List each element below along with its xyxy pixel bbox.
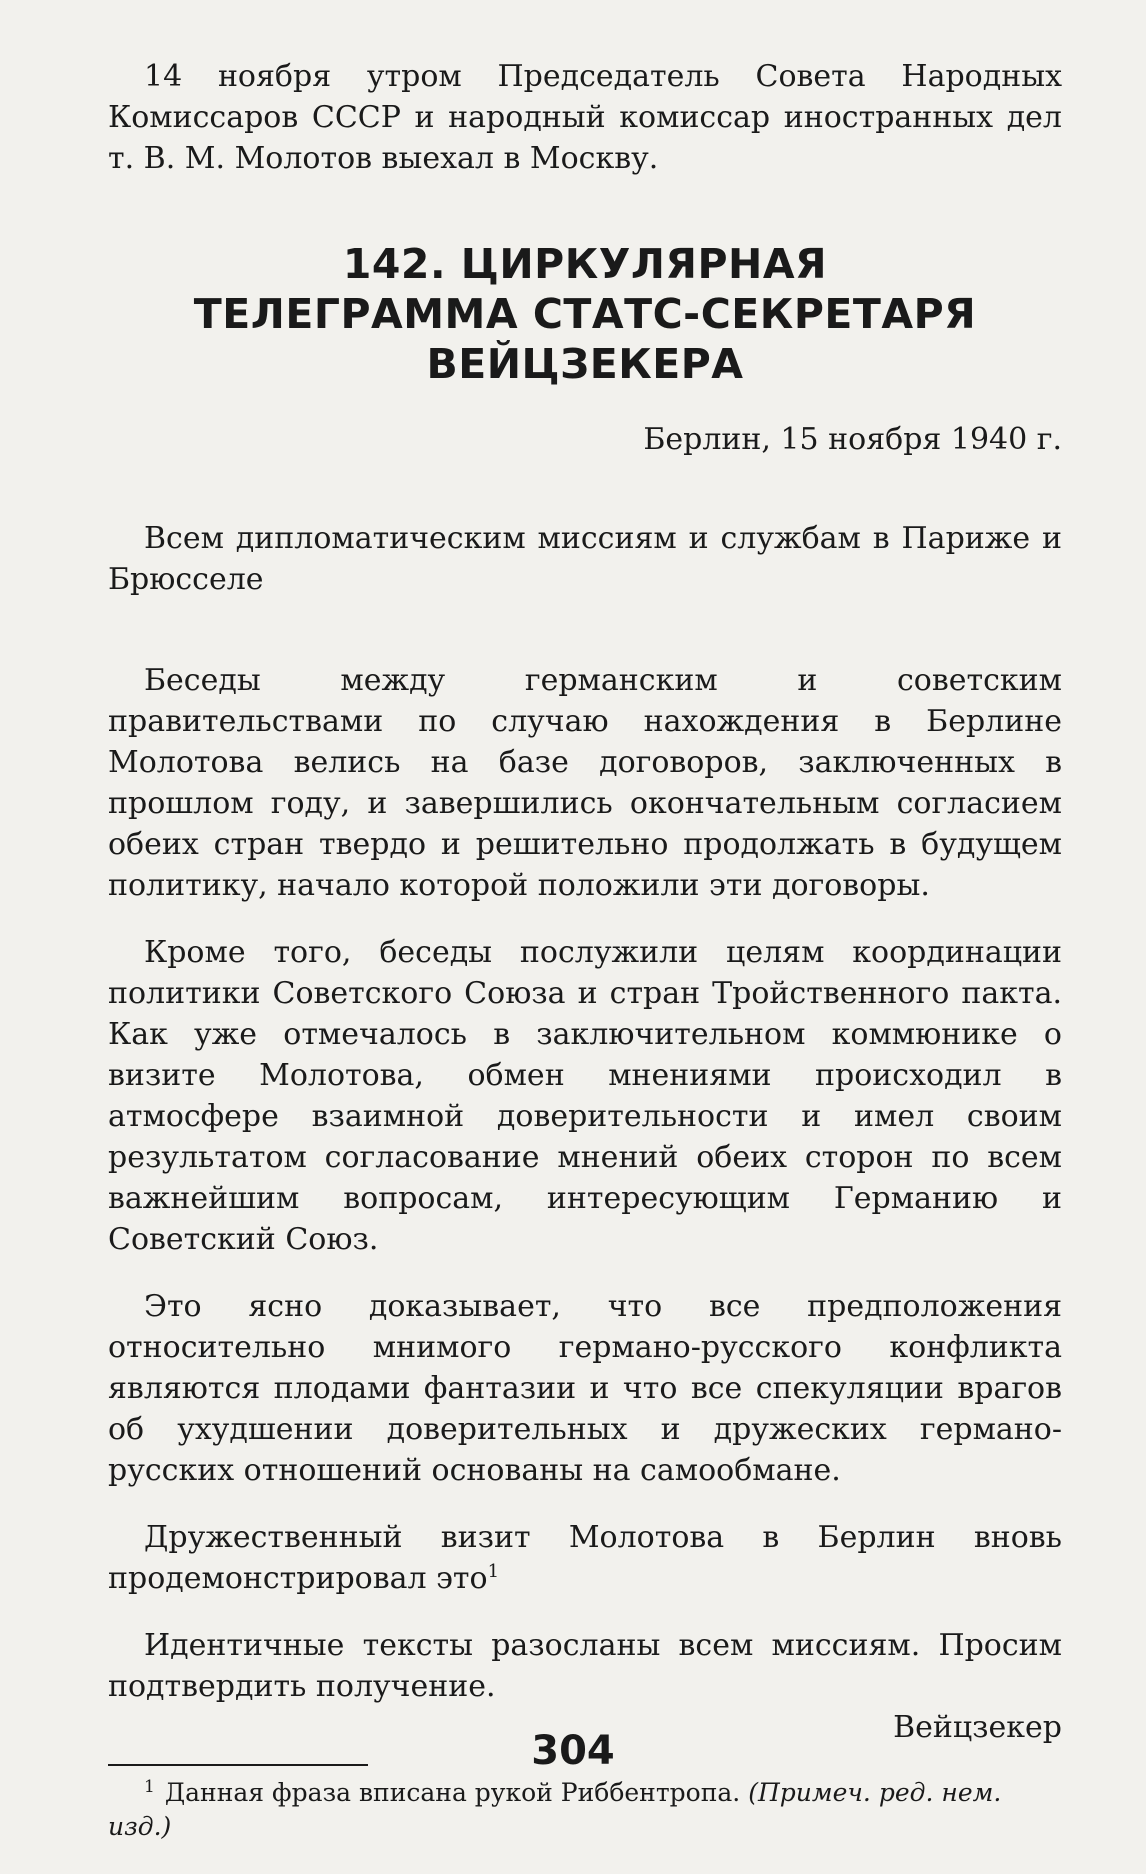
- heading-line-3: ВЕЙЦЗЕКЕРА: [426, 340, 744, 388]
- body-paragraph-2: Кроме того, беседы послужили целям координации политики Советского Союза и стран Тройственного пакта. Как уже отмечалось в заключительном коммюнике о визите Молотова, обмен мнениями происходил в атмосфере взаимной доверительности и имел своим результатом согласование мнений обеих сторон по всем важнейшим вопросам, интересующим Германию и Советский Союз.: [108, 935, 1062, 1257]
- visit-paragraph: [108, 1517, 1062, 1599]
- heading-line-2: ТЕЛЕГРАММА СТАТС-СЕКРЕТАРЯ: [193, 290, 977, 338]
- intro-paragraph: 14 ноября утром Председатель Совета Народных Комиссаров СССР и народный комиссар иностранных дел т. В. М. Молотов выехал в Москву.: [108, 59, 1062, 176]
- body-paragraph-3: Это ясно доказывает, что все предположения относительно мнимого германо-русского конфликта являются плодами фантазии и что все спекуляции врагов об ухудшении доверительных и дружеских германо-русских отношений основаны на самообмане.: [108, 1289, 1062, 1488]
- dateline: Берлин, 15 ноября 1940 г.: [643, 422, 1062, 457]
- heading-line-1: 142. ЦИРКУЛЯРНАЯ: [342, 240, 828, 288]
- footnote-reference: 1: [487, 1561, 500, 1582]
- footnote-editor-note: (Примеч. ред. нем. изд.): [108, 1778, 1002, 1841]
- page-number: 304: [531, 1728, 615, 1774]
- closing-paragraph: Идентичные тексты разосланы всем миссиям. Просим подтвердить получение.: [108, 1628, 1062, 1704]
- footnote: [108, 1776, 1062, 1844]
- signature: Вейцзекер: [893, 1710, 1062, 1745]
- address-line: Всем дипломатическим миссиям и службам в Париже и Брюсселе: [108, 521, 1062, 597]
- visit-paragraph-text: Дружественный визит Молотова в Берлин вновь продемонстрировал это: [108, 1520, 1062, 1596]
- body-paragraph-1: Беседы между германским и советским правительствами по случаю нахождения в Берлине Молотова велись на базе договоров, заключенных в прошлом году, и завершились окончательным согласием обеих стран твердо и решительно продолжать в будущем политику, начало которой положили эти договоры.: [108, 663, 1062, 903]
- footnote-marker: 1: [144, 1776, 155, 1797]
- document-heading: [108, 239, 1062, 389]
- footnote-text: Данная фраза вписана рукой Риббентропа.: [164, 1778, 741, 1807]
